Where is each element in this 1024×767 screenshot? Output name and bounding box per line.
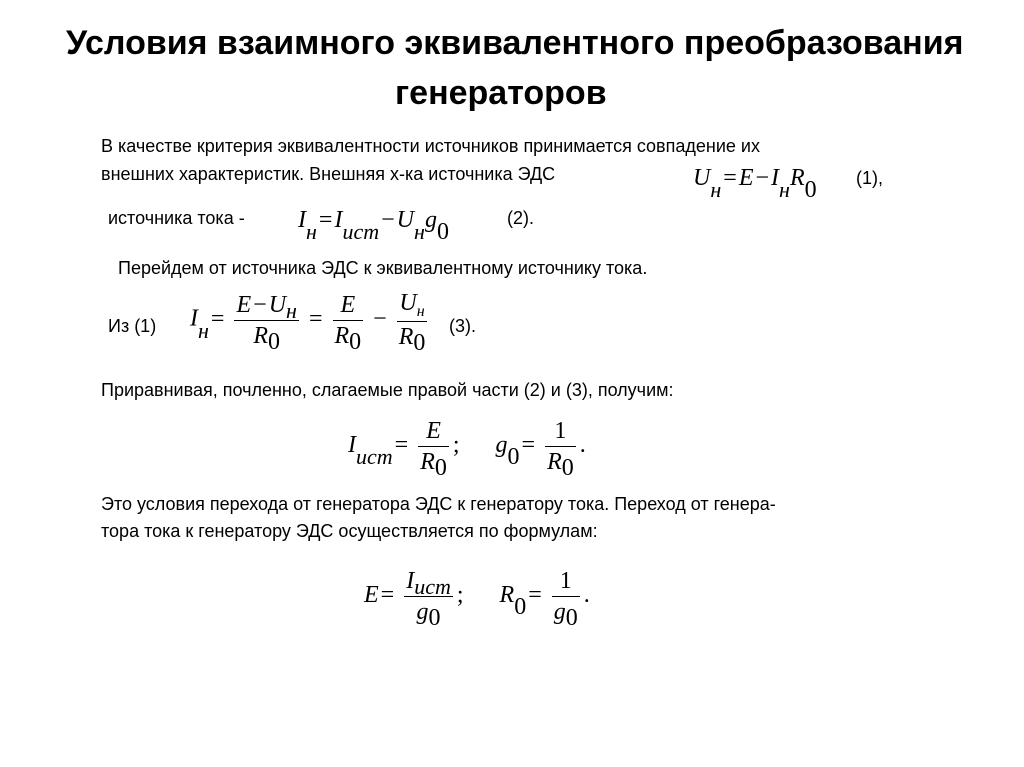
formula-3-ref: (3). (449, 316, 476, 336)
paragraph-1-line-1: В качестве критерия эквивалентности источников принимается совпадение их (101, 136, 760, 156)
formula-2: Iн=Iист−Uнg0 (298, 207, 449, 245)
formula-5: E= $\frac{\text{Iист}}{g0}$ ; R0= $\frac{1}{g0}$ . (364, 568, 590, 631)
formula-3: Iн= $\frac{E-Uн}{R0}$ = $\frac{E}{R0}$ − $\frac{U_н}{R0}$ (190, 290, 426, 356)
title-line-2: генераторов (395, 74, 607, 112)
formula-1: Uн=E−IнR0 (693, 165, 817, 203)
paragraph-2-label: источника тока - (108, 208, 245, 228)
paragraph-1-line-2: внешних характеристик. Внешняя х-ка источника ЭДС (101, 164, 556, 184)
paragraph-5: Приравнивая, почленно, слагаемые правой части (2) и (3), получим: (101, 380, 674, 400)
paragraph-6-line-2: тора тока к генератору ЭДС осуществляется по формулам: (101, 521, 598, 541)
title-line-1: Условия взаимного эквивалентного преобразования (66, 24, 964, 62)
paragraph-4-label: Из (1) (108, 316, 157, 336)
paragraph-3: Перейдем от источника ЭДС к эквивалентному источнику тока. (118, 258, 648, 278)
formula-1-ref: (1), (856, 168, 883, 188)
formula-4: Iист= $\frac{E}{R0}$ ; g0= $\frac{1}{R0}$ . (348, 418, 586, 481)
paragraph-6-line-1: Это условия перехода от генератора ЭДС к генератору тока. Переход от генера- (101, 494, 776, 514)
formula-2-ref: (2). (507, 208, 534, 228)
